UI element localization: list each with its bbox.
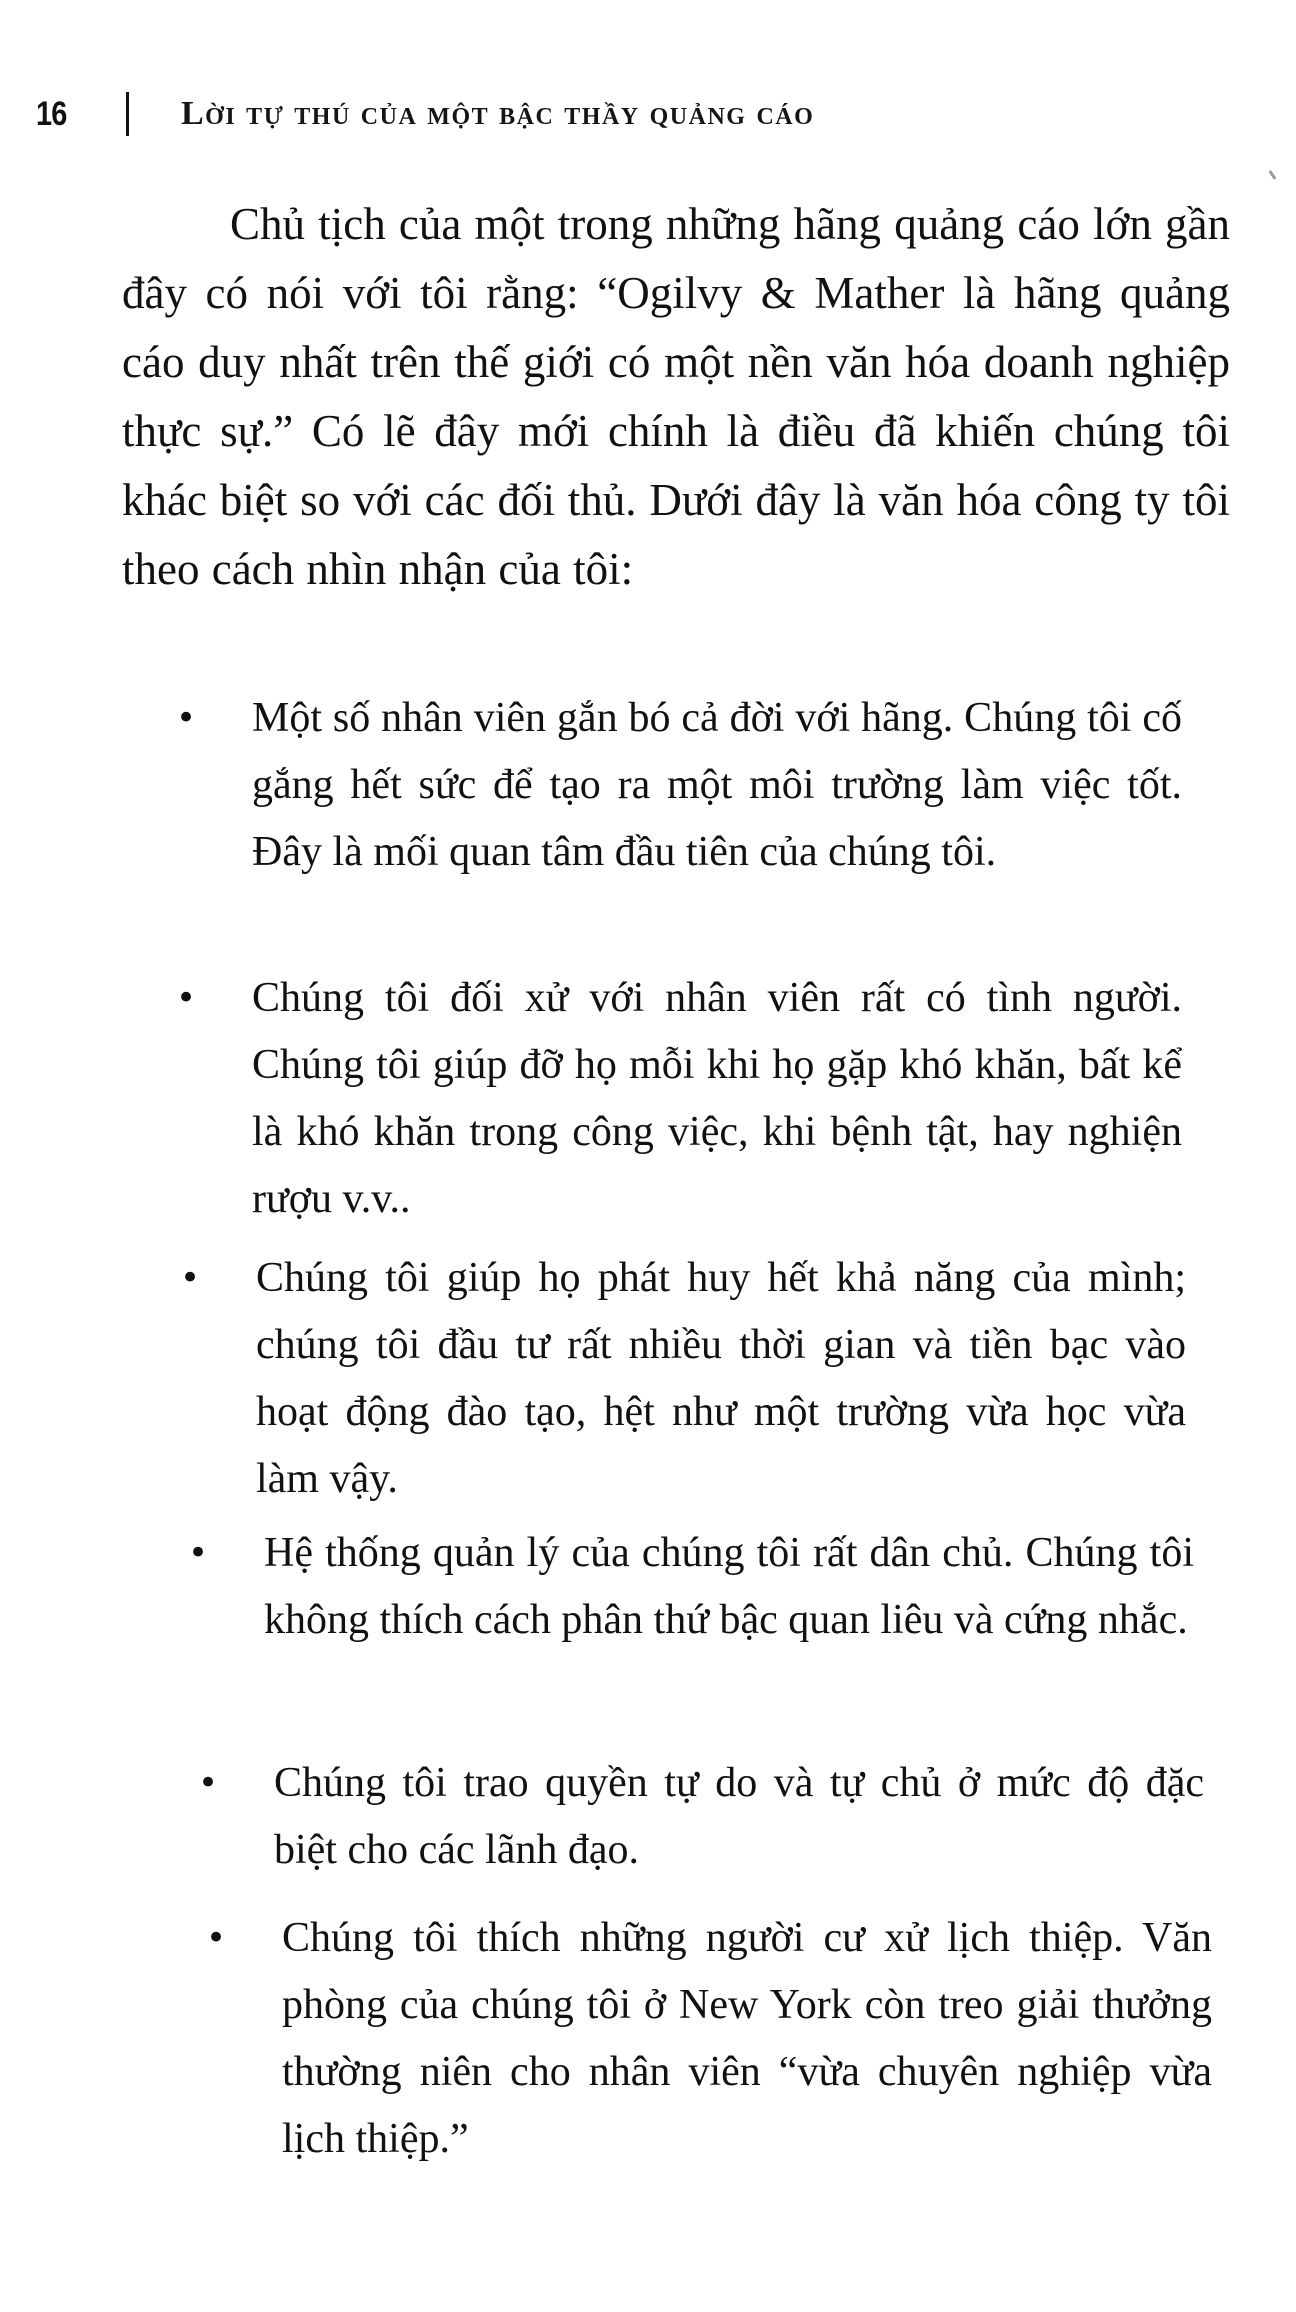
list-item <box>198 1750 1204 1884</box>
list-item <box>180 1245 1186 1513</box>
book-title: Lời tự thú của một bậc thầy quảng cáo <box>181 95 815 132</box>
bullet-icon: • <box>176 978 197 1018</box>
list-item-text: Hệ thống quản lý của chúng tôi rất dân chủ. Chúng tôi không thích cách phân thứ bậc quan liêu và cứng nhắc. <box>264 1530 1194 1643</box>
bullet-icon: • <box>188 1533 209 1573</box>
list-item <box>206 1905 1212 2173</box>
page-number: 16 <box>36 94 67 133</box>
list-item <box>188 1520 1194 1654</box>
header-divider <box>126 92 129 136</box>
list-item-text: Chúng tôi thích những người cư xử lịch thiệp. Văn phòng của chúng tôi ở New York còn treo giải thưởng thường niên cho nhân viên “vừa chuyên nghiệp vừa lịch thiệp.” <box>282 1915 1212 2162</box>
bullet-icon: • <box>198 1763 219 1803</box>
bullet-icon: • <box>176 698 197 738</box>
list-item-text: Chúng tôi giúp họ phát huy hết khả năng của mình; chúng tôi đầu tư rất nhiều thời gian và tiền bạc vào hoạt động đào tạo, hệt như một trường vừa học vừa làm vậy. <box>256 1255 1186 1502</box>
bullet-icon: • <box>180 1258 201 1298</box>
intro-paragraph: Chủ tịch của một trong những hãng quảng cáo lớn gần đây có nói với tôi rằng: “Ogilvy & Mather là hãng quảng cáo duy nhất trên thế giới có một nền văn hóa doanh nghiệp thực sự.” Có lẽ đây mới chính là điều đã khiến chúng tôi khác biệt so với các đối thủ. Dưới đây là văn hóa công ty tôi theo cách nhìn nhận của tôi: <box>122 199 1230 594</box>
running-header <box>36 84 814 144</box>
bullet-icon: • <box>206 1918 227 1958</box>
list-item <box>176 685 1182 886</box>
body-text <box>122 190 1230 604</box>
scan-mark <box>1268 170 1276 180</box>
list-item <box>176 965 1182 1233</box>
list-item-text: Chúng tôi trao quyền tự do và tự chủ ở mức độ đặc biệt cho các lãnh đạo. <box>274 1760 1204 1873</box>
list-item-text: Chúng tôi đối xử với nhân viên rất có tình người. Chúng tôi giúp đỡ họ mỗi khi họ gặp khó khăn, bất kể là khó khăn trong công việc, khi bệnh tật, hay nghiện rượu v.v.. <box>252 975 1182 1222</box>
list-item-text: Một số nhân viên gắn bó cả đời với hãng. Chúng tôi cố gắng hết sức để tạo ra một môi trường làm việc tốt. Đây là mối quan tâm đầu tiên của chúng tôi. <box>252 695 1182 875</box>
